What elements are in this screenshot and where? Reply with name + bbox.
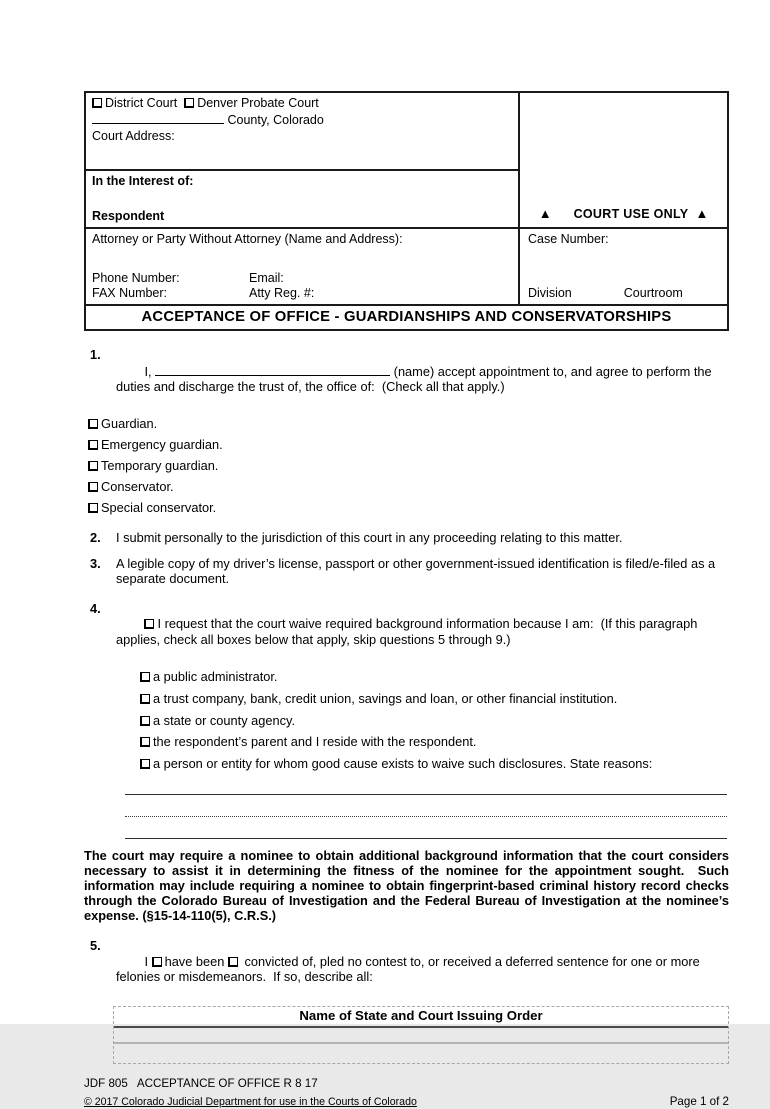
item-2-text: I submit personally to the jurisdiction of this court in any proceeding relating to this matter. [116,530,623,546]
court-order-row-2[interactable] [114,1044,728,1063]
item-4-number: 4. [90,600,101,616]
division-label: Division [528,285,572,300]
option-temporary-guardian [88,458,729,474]
page-footer [84,1077,729,1109]
district-court-checkbox[interactable] [92,98,102,108]
option-special-conservator [88,500,729,516]
courtroom-label: Courtroom [623,285,683,300]
item-2-number: 2. [90,530,101,546]
option-public-administrator [140,669,729,685]
item-5-pre: I [144,953,152,969]
reason-line-3[interactable] [125,817,727,839]
fax-number-label: FAX Number: [92,285,168,300]
court-order-table-header: Name of State and Court Issuing Order [114,1007,728,1028]
court-order-row-1[interactable] [114,1028,728,1044]
court-order-table [113,1006,729,1064]
reason-line-2[interactable] [125,795,727,817]
in-the-interest-of-label: In the Interest of: [92,174,194,188]
special-conservator-label: Special conservator. [101,500,217,516]
case-number-label: Case Number: [528,232,609,246]
item-5-text: convicted of, pled no contest to, or received a deferred sentence for one or more felonies or misdemeanors. If so, describe all: [116,953,704,985]
respondent-parent-label: the respondent’s parent and I reside with the respondent. [153,734,477,750]
option-good-cause [140,756,729,772]
atty-reg-label: Atty Reg. #: [249,285,315,300]
item-1-lead: I, [144,363,156,379]
option-guardian [88,416,729,432]
option-state-county-agency [140,713,729,729]
item-5-number: 5. [90,938,101,954]
temporary-guardian-checkbox[interactable] [88,461,98,471]
copyright-label: © 2017 Colorado Judicial Department for use in the Courts of Colorado [84,1095,417,1108]
temporary-guardian-label: Temporary guardian. [101,458,219,474]
guardian-checkbox[interactable] [88,419,98,429]
attorney-cell [86,229,520,304]
court-address-label: Court Address: [92,128,175,143]
attorney-label: Attorney or Party Without Attorney (Name and Address): [92,232,403,246]
form-content [84,91,733,1109]
item-3-number: 3. [90,555,101,571]
item-4-options [140,669,729,771]
court-use-triangle-left-icon: ▲ [538,205,552,221]
option-trust-company [140,691,729,707]
respondent-label: Respondent [92,208,165,223]
item-4 [90,601,729,663]
item-1-number: 1. [90,347,101,363]
waive-background-checkbox[interactable] [144,619,154,629]
item-1-options [88,416,729,516]
case-number-cell [520,229,727,304]
name-blank-field[interactable] [155,363,390,376]
item-3-text: A legible copy of my driver’s license, passport or other government-issued identification is filed/e-filed as a separate document. [116,555,719,587]
form-id-label: JDF 805 ACCEPTANCE OF OFFICE R 8 17 [84,1076,318,1090]
item-1 [90,347,729,410]
denver-probate-court-checkbox[interactable] [184,98,194,108]
denver-probate-court-label: Denver Probate Court [197,96,319,110]
have-been-label: have been [164,953,228,969]
form-title: ACCEPTANCE OF OFFICE - GUARDIANSHIPS AND CONSERVATORSHIPS [84,304,729,331]
court-selection-cell [86,93,520,171]
trust-company-checkbox[interactable] [140,694,150,704]
respondent-parent-checkbox[interactable] [140,737,150,747]
option-emergency-guardian [88,437,729,453]
item-3 [90,556,729,587]
court-use-only-cell [520,93,727,229]
trust-company-label: a trust company, bank, credit union, savings and loan, or other financial institution. [153,690,618,706]
have-not-been-checkbox[interactable] [228,957,238,967]
item-5 [90,938,729,1000]
emergency-guardian-label: Emergency guardian. [101,437,223,453]
district-court-label: District Court [105,96,178,110]
public-administrator-label: a public administrator. [153,669,278,685]
guardian-label: Guardian. [101,415,158,431]
caption-table [84,91,729,306]
item-2 [90,530,729,546]
state-county-agency-label: a state or county agency. [153,712,296,728]
county-suffix-label: County, Colorado [227,113,324,128]
county-blank-field[interactable] [92,111,224,124]
background-notice-paragraph: The court may require a nominee to obtain additional background information that the court considers necessary to assist it in determining the fitness of the nominee for the appointment sought. Such information may include requiring a nominee to obtain fingerprint-based criminal history record checks through the Colorado Bureau of Investigation and the Federal Bureau of Investigation at the nominee’s expense. (§15-14-110(5), C.R.S.) [84,848,733,924]
good-cause-checkbox[interactable] [140,759,150,769]
have-been-checkbox[interactable] [152,957,162,967]
court-use-only-label: COURT USE ONLY [573,206,689,221]
interest-cell [86,171,520,229]
good-cause-label: a person or entity for whom good cause exists to waive such disclosures. State reasons: [153,755,653,771]
option-respondent-parent [140,734,729,750]
option-conservator [88,479,729,495]
reason-line-1[interactable] [125,775,727,795]
phone-number-label: Phone Number: [92,270,180,285]
conservator-label: Conservator. [101,479,174,495]
special-conservator-checkbox[interactable] [88,503,98,513]
item-4-text: I request that the court waive required background information because I am: (If this paragraph applies, check all boxes below that apply, skip questions 5 through 9.) [116,616,701,648]
emergency-guardian-checkbox[interactable] [88,440,98,450]
state-reasons-lines [125,775,727,839]
page-number-label: Page 1 of 2 [669,1094,729,1108]
conservator-checkbox[interactable] [88,482,98,492]
email-label: Email: [249,270,284,285]
state-county-agency-checkbox[interactable] [140,716,150,726]
item-1-text: (name) accept appointment to, and agree to perform the duties and discharge the trust of, the office of: (Check all that apply.) [116,363,716,395]
public-administrator-checkbox[interactable] [140,672,150,682]
court-use-triangle-right-icon: ▲ [695,205,709,221]
